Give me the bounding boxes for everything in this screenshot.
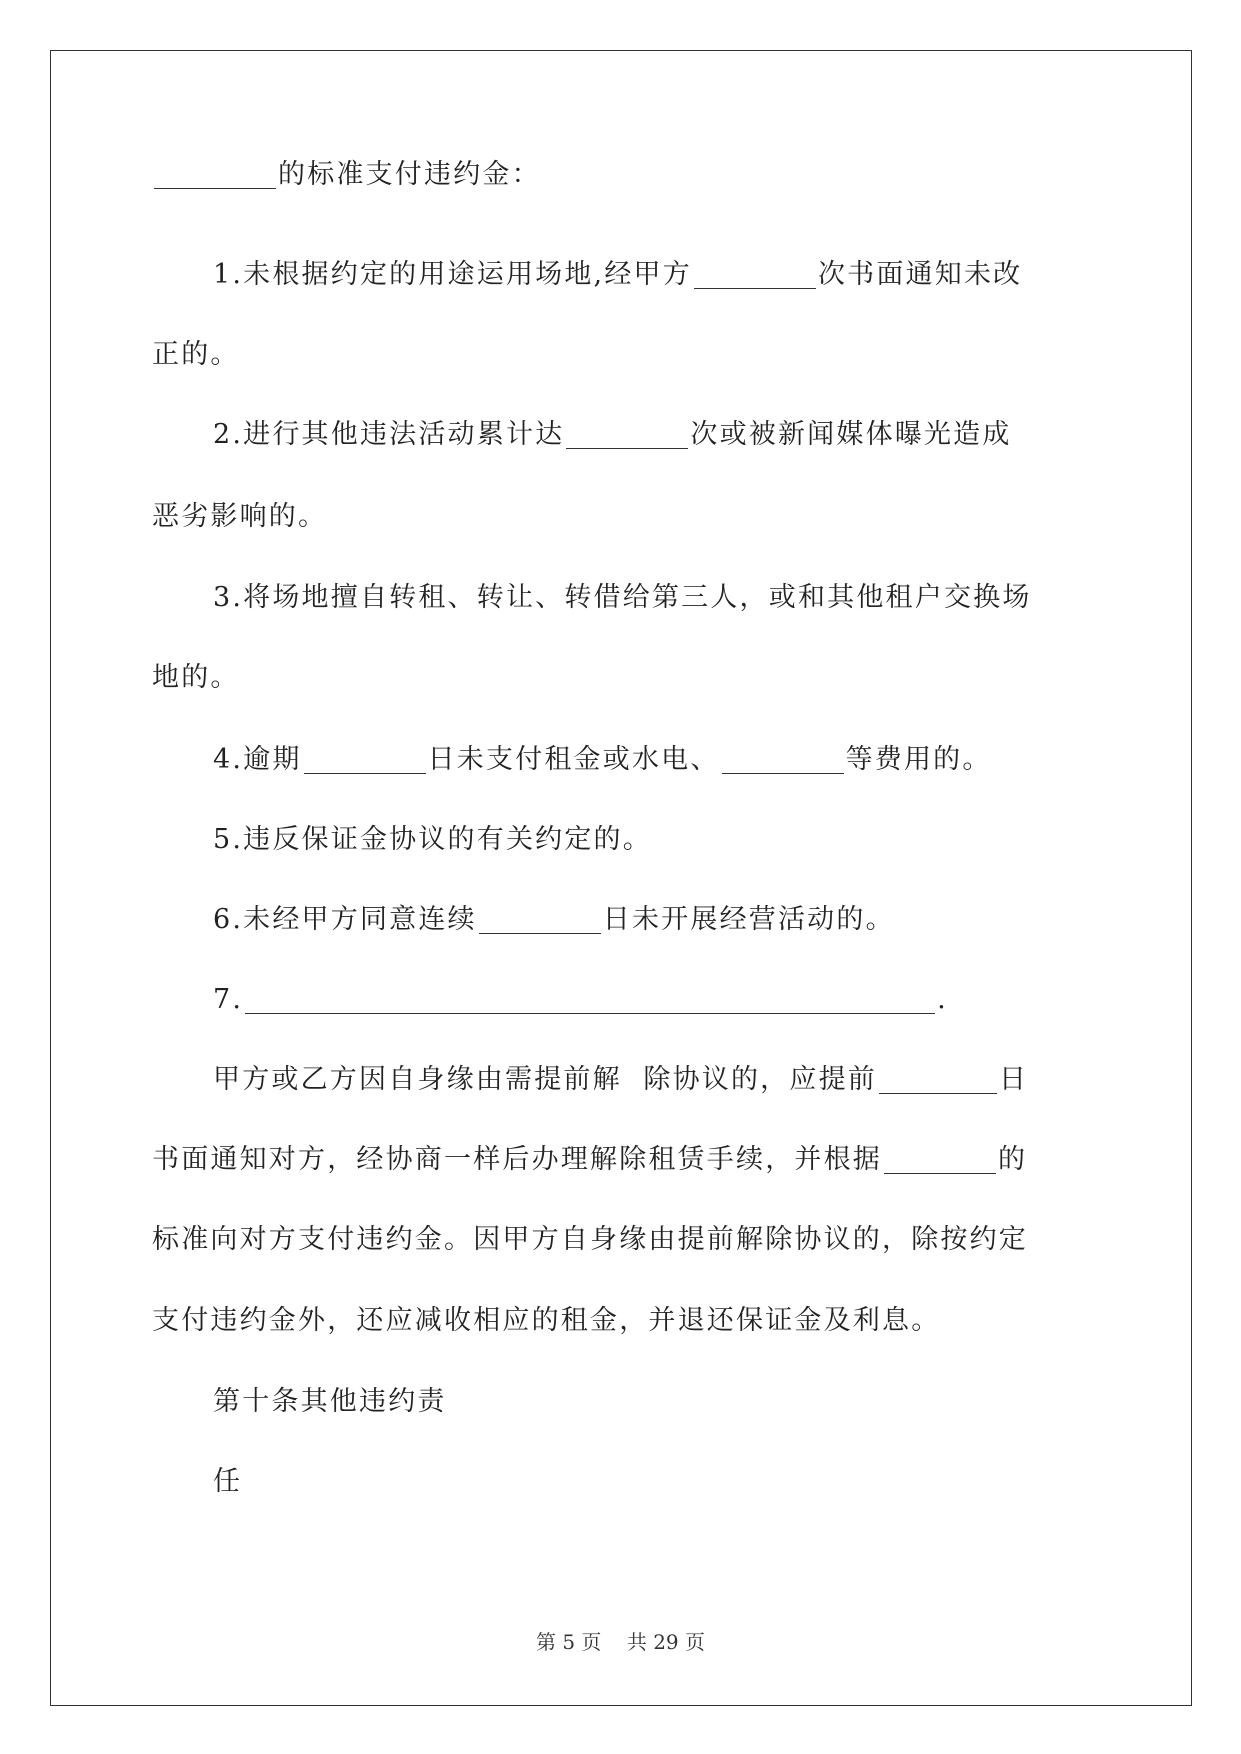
page-number: 第 5 页 共 29 页 (535, 1630, 706, 1654)
page-border (50, 50, 1192, 1706)
line-text: 2.进行其他违法活动累计达 (213, 419, 565, 450)
line-text: 日未支付租金或水电、 (427, 744, 720, 775)
text-line (213, 900, 895, 940)
line-text: 日 (998, 1064, 1029, 1095)
line-text: 书面通知对方，经协商一样后办理解除租赁手续，并根据 (152, 1144, 882, 1175)
text-line (213, 415, 1012, 455)
text-line (213, 255, 1022, 295)
line-text: 的 (998, 1144, 1028, 1175)
text-line (213, 1382, 447, 1422)
text-line (213, 578, 1032, 618)
fill-blank (154, 158, 276, 189)
line-text: 日未开展经营活动的。 (602, 904, 895, 935)
line-text: 6.未经甲方同意连续 (213, 904, 477, 935)
fill-blank (479, 903, 601, 934)
line-text: 7. (213, 984, 244, 1015)
line-text: 4.逾期 (213, 744, 302, 775)
line-text: 的标准支付违约金： (278, 159, 541, 190)
line-text: 正的。 (152, 339, 240, 370)
fill-blank (566, 418, 688, 449)
text-line (152, 497, 327, 537)
text-line (152, 1301, 940, 1341)
fill-blank (884, 1143, 996, 1174)
text-line (152, 658, 240, 698)
text-line (152, 155, 541, 195)
line-text: . (937, 984, 948, 1015)
line-text: 恶劣影响的。 (152, 501, 328, 532)
line-text: 标准向对方支付违约金。因甲方自身缘由提前解除协议的，除按约定 (152, 1224, 1028, 1255)
line-text: 次或被新闻媒体曝光造成 (690, 419, 1012, 450)
text-line (213, 740, 992, 780)
fill-blank (304, 743, 426, 774)
line-text: 1.未根据约定的用途运用场地,经甲方 (213, 259, 692, 290)
line-text: 次书面通知未改 (817, 259, 1023, 290)
fill-blank (722, 743, 844, 774)
text-line (152, 1140, 1027, 1180)
fill-blank (879, 1063, 997, 1094)
text-line (213, 1462, 242, 1502)
text-line (213, 820, 652, 860)
line-text: 支付违约金外，还应减收相应的租金，并退还保证金及利息。 (152, 1305, 941, 1336)
section-heading: 第十条其他违约责 (213, 1386, 447, 1417)
line-text: 任 (213, 1466, 243, 1497)
line-text: 等费用的。 (845, 744, 992, 775)
line-text: 地的。 (152, 662, 240, 693)
text-line (213, 1060, 1028, 1100)
fill-blank (245, 983, 935, 1014)
text-line (213, 980, 948, 1020)
fill-blank (694, 258, 816, 289)
text-line (152, 1220, 1028, 1260)
line-text: 甲方或乙方因自身缘由需提前解 除协议的，应提前 (213, 1064, 877, 1095)
text-line (152, 335, 240, 375)
line-text: 3.将场地擅自转租、转让、转借给第三人，或和其他租户交换场 (213, 582, 1032, 613)
line-text: 5.违反保证金协议的有关约定的。 (213, 824, 652, 855)
